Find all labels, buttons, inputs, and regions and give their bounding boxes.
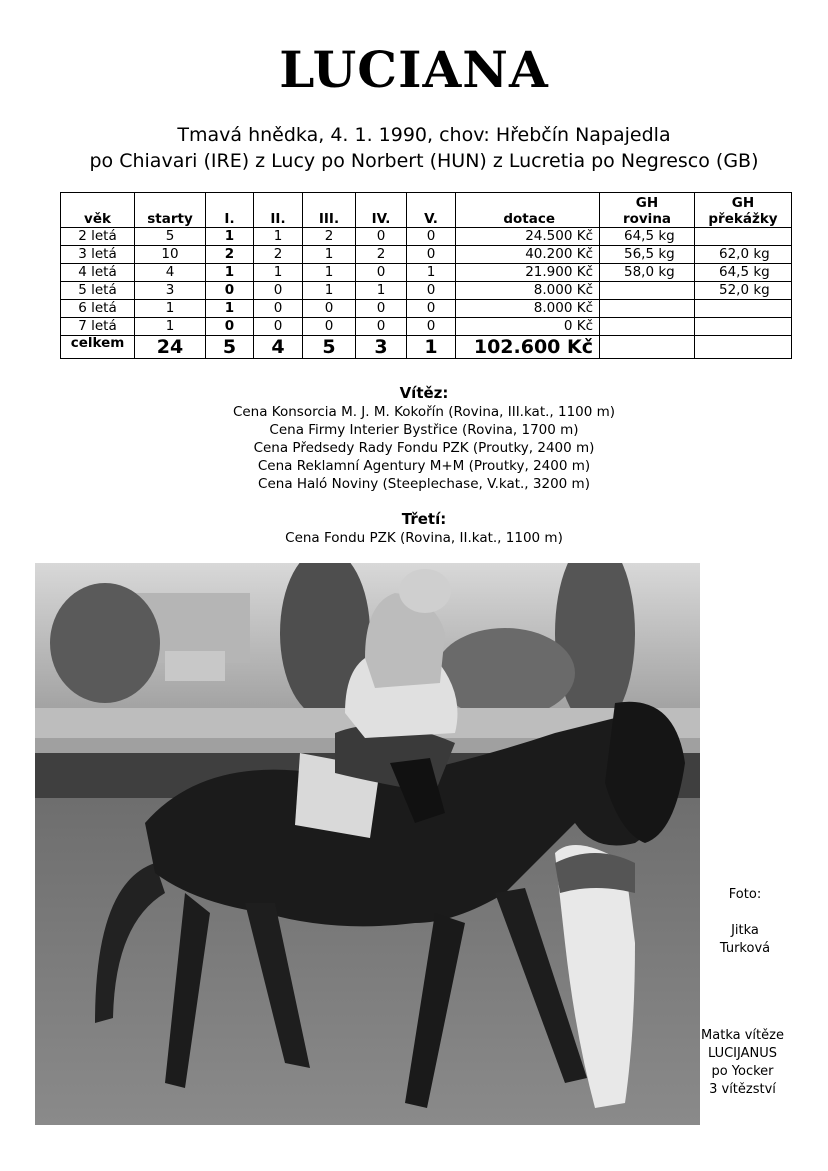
- cell-age: 3 letá: [61, 246, 135, 264]
- cell-fifth: 0: [407, 246, 456, 264]
- cell-gh-jump: 64,5 kg: [695, 264, 792, 282]
- cell-third: 0: [303, 318, 356, 336]
- cell-fourth: 0: [356, 318, 407, 336]
- horse-photo: [35, 563, 700, 1125]
- cell-first: 2: [206, 246, 254, 264]
- third-race: Cena Fondu PZK (Rovina, II.kat., 1100 m): [285, 530, 563, 546]
- cell-age: 6 letá: [61, 300, 135, 318]
- cell-fourth: 1: [356, 282, 407, 300]
- page-title: LUCIANA: [279, 40, 549, 99]
- cell-prize: 8.000 Kč: [456, 282, 600, 300]
- cell-third: 2: [303, 228, 356, 246]
- header-prize: dotace: [456, 193, 600, 228]
- cell-second: 0: [254, 318, 303, 336]
- header-gh-jump: [695, 193, 792, 228]
- cell-prize: 40.200 Kč: [456, 246, 600, 264]
- cell-first: 0: [206, 282, 254, 300]
- cell-gh-jump: 62,0 kg: [695, 246, 792, 264]
- cell-age: 2 letá: [61, 228, 135, 246]
- header-gh-jump-line2: překážky: [708, 211, 778, 227]
- cell-gh-flat: 58,0 kg: [600, 264, 695, 282]
- cell-second: 1: [254, 228, 303, 246]
- cell-fourth: 0: [356, 228, 407, 246]
- cell-total-fifth: 1: [407, 336, 456, 359]
- winner-race: Cena Reklamní Agentury M+M (Proutky, 2400 m): [257, 458, 591, 474]
- cell-prize: 0 Kč: [456, 318, 600, 336]
- winner-section: [0, 384, 828, 493]
- table-row: [61, 300, 792, 318]
- cell-starts: 1: [135, 318, 206, 336]
- cell-fifth: 0: [407, 228, 456, 246]
- header-age: věk: [61, 193, 135, 228]
- dam-note: [695, 1027, 790, 1099]
- header-fifth: V.: [407, 193, 456, 228]
- table-row: [61, 264, 792, 282]
- cell-second: 0: [254, 282, 303, 300]
- dam-note-line1: Matka vítěze: [701, 1028, 784, 1043]
- cell-first: 1: [206, 228, 254, 246]
- cell-gh-flat: 56,5 kg: [600, 246, 695, 264]
- cell-total-first: 5: [206, 336, 254, 359]
- cell-age: 5 letá: [61, 282, 135, 300]
- cell-gh-jump: 52,0 kg: [695, 282, 792, 300]
- cell-prize: 8.000 Kč: [456, 300, 600, 318]
- cell-total-label: celkem: [61, 336, 135, 359]
- table-header-row: [61, 193, 792, 228]
- cell-first: 1: [206, 264, 254, 282]
- subtitle-line-2: po Chiavari (IRE) z Lucy po Norbert (HUN) z Lucretia po Negresco (GB): [89, 150, 759, 172]
- cell-second: 0: [254, 300, 303, 318]
- photo-credit-name-line1: Jitka: [731, 923, 759, 938]
- header-first: I.: [206, 193, 254, 228]
- dam-note-line3: po Yocker: [711, 1064, 774, 1079]
- cell-fifth: 0: [407, 300, 456, 318]
- photo-credit-name-line2: Turková: [719, 941, 771, 956]
- header-fourth: IV.: [356, 193, 407, 228]
- cell-prize: 21.900 Kč: [456, 264, 600, 282]
- cell-starts: 3: [135, 282, 206, 300]
- table-row: [61, 318, 792, 336]
- cell-first: 0: [206, 318, 254, 336]
- header-gh-flat: [600, 193, 695, 228]
- cell-third: 1: [303, 246, 356, 264]
- third-heading: Třetí:: [401, 510, 447, 528]
- table-row: [61, 228, 792, 246]
- cell-fifth: 1: [407, 264, 456, 282]
- cell-gh-jump: [695, 318, 792, 336]
- photo-credit: [700, 886, 790, 958]
- cell-fourth: 0: [356, 264, 407, 282]
- cell-gh-flat: 64,5 kg: [600, 228, 695, 246]
- cell-third: 1: [303, 282, 356, 300]
- winner-race: Cena Haló Noviny (Steeplechase, V.kat., 3200 m): [258, 476, 590, 492]
- header-gh-flat-line1: GH: [635, 195, 659, 211]
- header-starts: starty: [135, 193, 206, 228]
- cell-total-third: 5: [303, 336, 356, 359]
- cell-total-second: 4: [254, 336, 303, 359]
- cell-prize: 24.500 Kč: [456, 228, 600, 246]
- cell-fourth: 2: [356, 246, 407, 264]
- cell-fifth: 0: [407, 282, 456, 300]
- cell-starts: 10: [135, 246, 206, 264]
- winner-race: Cena Předsedy Rady Fondu PZK (Proutky, 2400 m): [253, 440, 595, 456]
- header-third: III.: [303, 193, 356, 228]
- cell-second: 2: [254, 246, 303, 264]
- cell-total-gh-jump: [695, 336, 792, 359]
- header-gh-flat-line2: rovina: [622, 211, 672, 227]
- table-row: [61, 282, 792, 300]
- cell-total-fourth: 3: [356, 336, 407, 359]
- header-second: II.: [254, 193, 303, 228]
- cell-total-gh-flat: [600, 336, 695, 359]
- cell-starts: 4: [135, 264, 206, 282]
- cell-third: 0: [303, 300, 356, 318]
- table-total-row: [61, 336, 792, 359]
- cell-third: 1: [303, 264, 356, 282]
- cell-gh-flat: [600, 300, 695, 318]
- table-row: [61, 246, 792, 264]
- cell-gh-jump: [695, 228, 792, 246]
- cell-total-starts: 24: [135, 336, 206, 359]
- photo-credit-label: Foto:: [728, 887, 762, 902]
- dam-note-line4: 3 vítězství: [709, 1082, 776, 1097]
- cell-gh-jump: [695, 300, 792, 318]
- cell-first: 1: [206, 300, 254, 318]
- cell-gh-flat: [600, 282, 695, 300]
- cell-age: 7 letá: [61, 318, 135, 336]
- header-gh-jump-line1: GH: [731, 195, 755, 211]
- cell-age: 4 letá: [61, 264, 135, 282]
- cell-starts: 1: [135, 300, 206, 318]
- race-stats-table: [60, 192, 792, 359]
- cell-second: 1: [254, 264, 303, 282]
- cell-gh-flat: [600, 318, 695, 336]
- winner-heading: Vítěz:: [399, 384, 449, 402]
- cell-total-prize: 102.600 Kč: [456, 336, 600, 359]
- cell-fourth: 0: [356, 300, 407, 318]
- winner-race: Cena Firmy Interier Bystřice (Rovina, 1700 m): [269, 422, 579, 438]
- third-section: [0, 510, 828, 547]
- cell-starts: 5: [135, 228, 206, 246]
- winner-race: Cena Konsorcia M. J. M. Kokořín (Rovina, III.kat., 1100 m): [232, 404, 616, 420]
- dam-note-line2: LUCIJANUS: [707, 1046, 777, 1061]
- cell-fifth: 0: [407, 318, 456, 336]
- subtitle-line-1: Tmavá hnědka, 4. 1. 1990, chov: Hřebčín Napajedla: [177, 124, 671, 146]
